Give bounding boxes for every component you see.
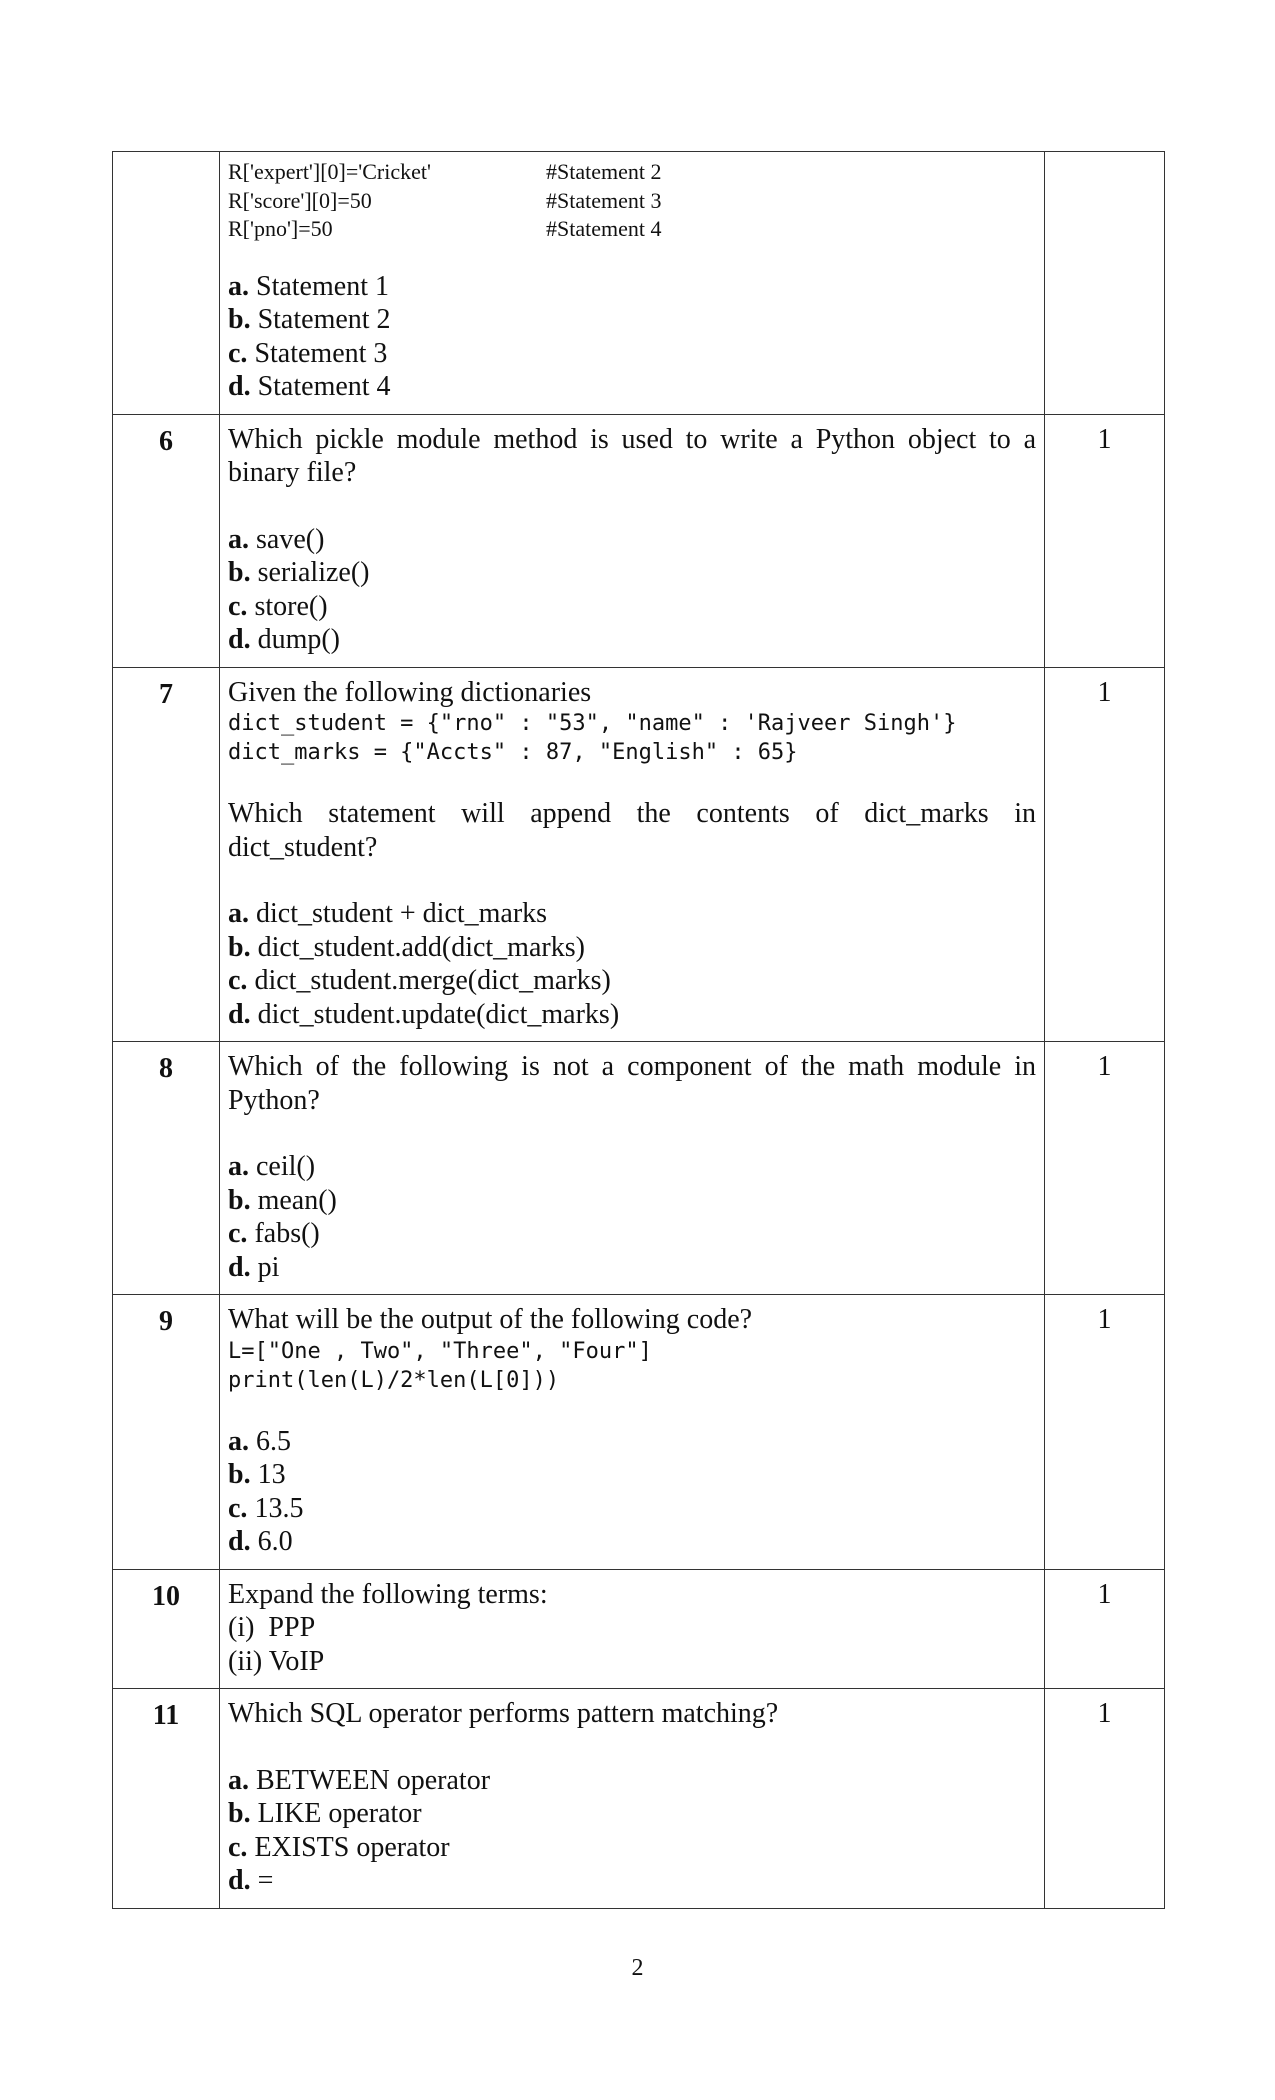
option-a: a. ceil(): [228, 1151, 316, 1182]
question-number-cell: [113, 152, 220, 415]
question-text-secondary: Which statement will append the contents of dict_marks in dict_student?: [228, 798, 1036, 863]
question-row-continued: [113, 152, 1165, 415]
question-row: [113, 1295, 1165, 1570]
option-b: b. dict_student.add(dict_marks): [228, 931, 585, 963]
question-marks: 1: [1045, 1295, 1165, 1570]
option-b: b. LIKE operator: [228, 1798, 422, 1829]
question-number: 7: [113, 667, 220, 1042]
code-line: L=["One , Two", "Three", "Four"]: [228, 1338, 652, 1364]
statement-code: R['score'][0]=50: [228, 187, 372, 213]
option-d: d. dict_student.update(dict_marks): [228, 998, 620, 1030]
term-line: (ii) VoIP: [228, 1645, 325, 1677]
question-marks: 1: [1045, 414, 1165, 667]
option-c: c. EXISTS operator: [228, 1831, 450, 1863]
option-d: d. 6.0: [228, 1526, 293, 1557]
question-body: [220, 1569, 1045, 1689]
question-body: [220, 414, 1045, 667]
question-table: [112, 151, 1165, 1909]
question-number: 10: [113, 1569, 220, 1689]
question-row: [113, 414, 1165, 667]
statement-code: R['expert'][0]='Cricket': [228, 159, 431, 184]
term-line: (i) PPP: [228, 1612, 316, 1643]
option-c: c. 13.5: [228, 1492, 304, 1524]
question-text: Which pickle module method is used to write a Python object to a binary file?: [228, 423, 1036, 488]
question-body: [220, 1295, 1045, 1570]
question-row: [113, 667, 1165, 1042]
option-c: c. Statement 3: [228, 337, 388, 369]
option-c: c. fabs(): [228, 1218, 320, 1249]
option-d: d. =: [228, 1865, 274, 1896]
statement-label: #Statement 3: [546, 187, 662, 213]
question-text: Which of the following is not a component of the math module in Python?: [228, 1051, 1036, 1116]
question-body: [220, 1042, 1045, 1295]
question-row: [113, 1569, 1165, 1689]
question-body-continued: [220, 152, 1045, 415]
code-line: dict_student = {"rno" : "53", "name" : 'Rajveer Singh'}: [228, 711, 957, 736]
question-text: What will be the output of the following code?: [228, 1304, 753, 1335]
statement-label: #Statement 2: [546, 159, 662, 184]
option-b: b. 13: [228, 1459, 286, 1490]
statement-label: #Statement 4: [546, 216, 662, 241]
code-statement-line: [228, 215, 1036, 244]
question-number: 9: [113, 1295, 220, 1570]
question-number: 8: [113, 1042, 220, 1295]
statement-code: R['pno']=50: [228, 216, 333, 241]
question-body: [220, 1689, 1045, 1909]
option-d: d. pi: [228, 1251, 280, 1283]
option-a: a. save(): [228, 523, 325, 555]
question-marks: 1: [1045, 1689, 1165, 1909]
option-c: c. dict_student.merge(dict_marks): [228, 965, 611, 996]
question-text: Expand the following terms:: [228, 1578, 548, 1610]
code-line: print(len(L)/2*len(L[0])): [228, 1367, 560, 1393]
question-number: 11: [113, 1689, 220, 1909]
option-a: a. BETWEEN operator: [228, 1764, 491, 1796]
question-body: [220, 667, 1045, 1042]
question-number: 6: [113, 414, 220, 667]
option-a: a. 6.5: [228, 1425, 291, 1457]
option-b: b. mean(): [228, 1184, 337, 1216]
option-d: d. Statement 4: [228, 371, 391, 402]
question-marks: 1: [1045, 1569, 1165, 1689]
question-marks: 1: [1045, 1042, 1165, 1295]
question-row: [113, 1042, 1165, 1295]
question-row: [113, 1689, 1165, 1909]
option-b: b. Statement 2: [228, 304, 391, 335]
question-marks: 1: [1045, 667, 1165, 1042]
code-statement-line: [228, 187, 1036, 216]
marks-cell: [1045, 152, 1165, 415]
option-a: a. Statement 1: [228, 270, 389, 302]
option-a: a. dict_student + dict_marks: [228, 898, 548, 929]
question-text: Given the following dictionaries: [228, 676, 592, 708]
option-b: b. serialize(): [228, 557, 370, 588]
option-d: d. dump(): [228, 624, 341, 655]
option-c: c. store(): [228, 590, 328, 622]
page-number: 2: [631, 1955, 644, 1981]
question-text: Which SQL operator performs pattern matching?: [228, 1698, 779, 1729]
code-statement-line: [228, 158, 1036, 187]
code-line: dict_marks = {"Accts" : 87, "English" : 65}: [228, 740, 798, 765]
